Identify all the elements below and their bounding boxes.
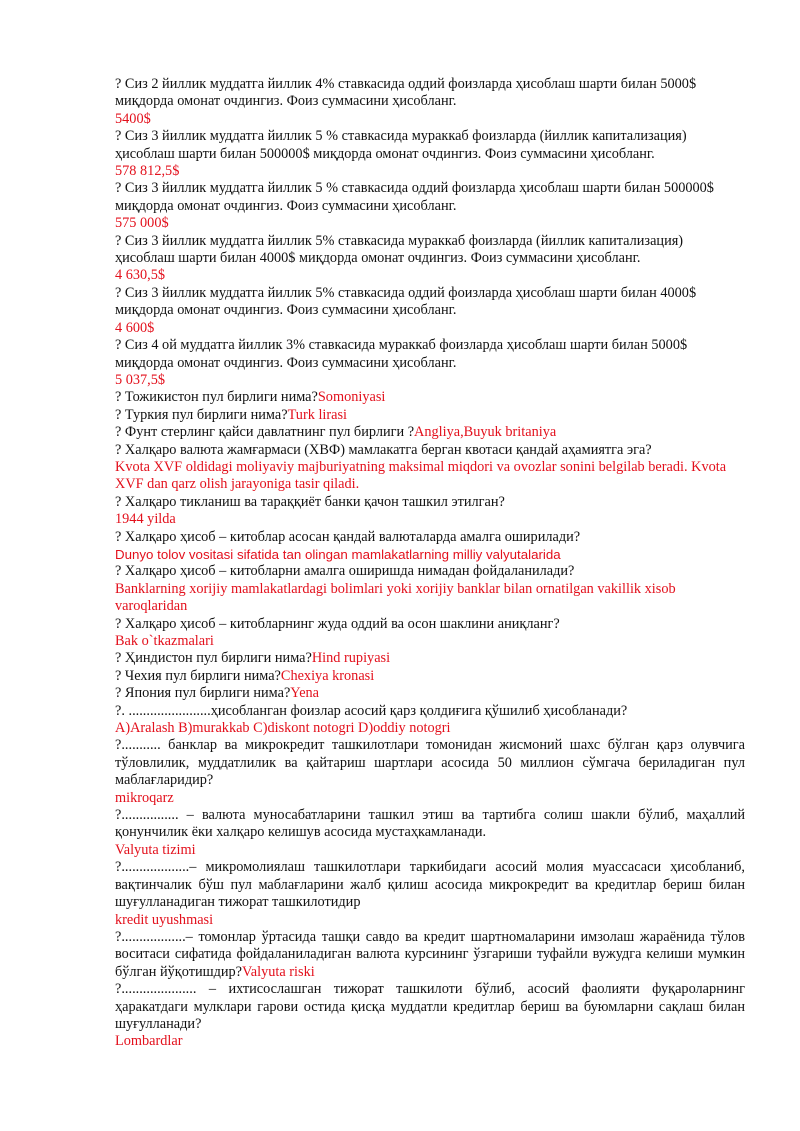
question-text: ?..................– томонлар ўртасида ташқи савдо ва кредит шартномаларини имзолаш жараёнида тўлов воситаси сифатида фойдаланиладиган валюта курсининг ўзгариши туфайли вужудга келиши мумкин бўлган йўқотишдир?Valyuta riski xyxy=(115,928,745,980)
answer-text: kredit uyushmasi xyxy=(115,911,214,928)
answer-text: A)Aralash B)murakkab C)diskont notogri D)oddiy notogri xyxy=(115,720,451,737)
answer-text: 5 037,5$ xyxy=(115,371,166,388)
question-text: ?........... банклар ва микрокредит ташкилотлари томонидан жисмоний шахс бўлган қарз олувчига тўловлилик, муддатлилик ва қайтариш шартлари асосида 50 миллион сўмгача бериладиган пул маблағларидир? xyxy=(115,737,745,789)
question-text: ? Чехия пул бирлиги нима?Chexiya kronasi xyxy=(115,667,375,684)
answer-inline: Angliya,Buyuk britaniya xyxy=(414,424,557,441)
question-text: ? Халқаро ҳисоб – китобларни амалга оширишда нимадан фойдаланилади? xyxy=(115,563,575,580)
answer-inline: Yena xyxy=(290,685,320,702)
question-text: ? Ҳиндистон пул бирлиги нима?Hind rupiyasi xyxy=(115,650,391,667)
question-text: ? Туркия пул бирлиги нима?Turk lirasi xyxy=(115,406,348,423)
answer-text: 4 630,5$ xyxy=(115,267,166,284)
question-text: ? Япония пул бирлиги нима?Yena xyxy=(115,685,320,702)
answer-text: Dunyo tolov vositasi sifatida tan olingan mamlakatlarning milliy valyutalarida xyxy=(115,546,561,562)
answer-inline: Hind rupiyasi xyxy=(311,650,391,667)
question-text: ? Сиз 3 йиллик муддатга йиллик 5% ставкасида мураккаб фоизларда (йиллик капитализация) ҳисоблаш шарти билан 4000$ миқдорда омонат очдингиз. Фоиз суммасини ҳисобланг. xyxy=(115,232,684,267)
answer-inline: Chexiya kronasi xyxy=(280,667,375,684)
question-text: ?...................– микромолиялаш ташкилотлари таркибидаги асосий молия муассасаси ҳисобланиб, вақтинчалик бўш пул маблағларини жалб қилиш асосида микрокредит ва кредитлар бериш билан шуғулланадиган тижорат ташкилотидир xyxy=(115,859,745,911)
question-text: ? Сиз 4 ой муддатга йиллик 3% ставкасида мураккаб фоизларда ҳисоблаш шарти билан 5000$ миқдорда омонат очдингиз. Фоиз суммасини ҳисобланг. xyxy=(115,337,688,371)
question-text: ?. .......................ҳисобланган фоизлар асосий қарз қолдиғига қўшилиб ҳисобланади? xyxy=(115,702,628,719)
answer-text: Bak o`tkazmalari xyxy=(115,633,214,649)
question-text: ? Сиз 3 йиллик муддатга йиллик 5 % ставкасида оддий фоизларда ҳисоблаш шарти билан 500000$ миқдорда омонат очдингиз. Фоиз суммасини ҳисобланг. xyxy=(115,180,714,214)
answer-text: 1944 yilda xyxy=(115,511,176,528)
question-text: ?................ – валюта муносабатларини ташкил этиш ва тартибга солиш шакли бўлиб, маҳаллий қонунчилик ёки халқаро келишув асосида мустаҳкамланади. xyxy=(115,807,745,841)
answer-text: Kvota XVF oldidagi moliyaviy majburiyatning maksimal miqdori va ovozlar sonini belgilab beradi. Kvota XVF dan qarz olish jarayoniga tasir qiladi. xyxy=(115,458,727,493)
answer-text: 5400$ xyxy=(115,110,151,127)
answer-text: Valyuta tizimi xyxy=(115,841,196,858)
question-text: ? Тожикистон пул бирлиги нима?Somoniyasi xyxy=(115,389,386,406)
question-text: ? Халқаро ҳисоб – китоблар асосан қандай валюталарда амалга оширилади? xyxy=(115,528,581,545)
question-text: ? Фунт стерлинг қайси давлатнинг пул бирлиги ?Angliya,Buyuk britaniya xyxy=(115,424,557,441)
question-text: ? Халқаро тикланиш ва тараққиёт банки қачон ташкил этилган? xyxy=(115,493,505,510)
answer-text: Banklarning xorijiy mamlakatlardagi bolimlari yoki xorijiy banklar bilan ornatilgan vakillik xisob varoqlaridan xyxy=(115,580,676,615)
question-text: ? Сиз 2 йиллик муддатга йиллик 4% ставкасида оддий фоизларда ҳисоблаш шарти билан 5000$ миқдорда омонат очдингиз. Фоиз суммасини ҳисобланг. xyxy=(115,76,697,110)
answer-text: 575 000$ xyxy=(115,215,169,232)
answer-text: Lombardlar xyxy=(115,1033,183,1050)
question-text: ? Сиз 3 йиллик муддатга йиллик 5% ставкасида оддий фоизларда ҳисоблаш шарти билан 4000$ миқдорда омонат очдингиз. Фоиз суммасини ҳисобланг. xyxy=(115,284,697,319)
answer-text: 4 600$ xyxy=(115,319,155,336)
question-text: ?..................... – ихтисослашган тижорат ташкилоти бўлиб, асосий фаолияти фуқароларнинг ҳаракатдаги мулклари гарови остида қисқа муддатли кредитлар бериш ва буюмларни сақлаш билан шуғулланади? xyxy=(115,981,745,1032)
answer-inline: Somoniyasi xyxy=(317,389,386,406)
answer-text: mikroqarz xyxy=(115,789,174,806)
answer-text: 578 812,5$ xyxy=(115,163,180,180)
answer-inline: Valyuta riski xyxy=(242,963,315,980)
question-text: ? Халқаро валюта жамғармаси (ХВФ) мамлакатга берган квотаси қандай аҳамиятга эга? xyxy=(115,441,652,458)
answer-inline: Turk lirasi xyxy=(287,406,348,423)
question-text: ? Сиз 3 йиллик муддатга йиллик 5 % ставкасида мураккаб фоизларда (йиллик капитализация) ҳисоблаш шарти билан 500000$ миқдорда омонат очдингиз. Фоиз суммасини ҳисобланг. xyxy=(115,128,687,162)
document-body xyxy=(115,76,745,1051)
question-text: ? Халқаро ҳисоб – китобларнинг жуда оддий ва осон шаклини аниқланг? xyxy=(115,615,560,632)
